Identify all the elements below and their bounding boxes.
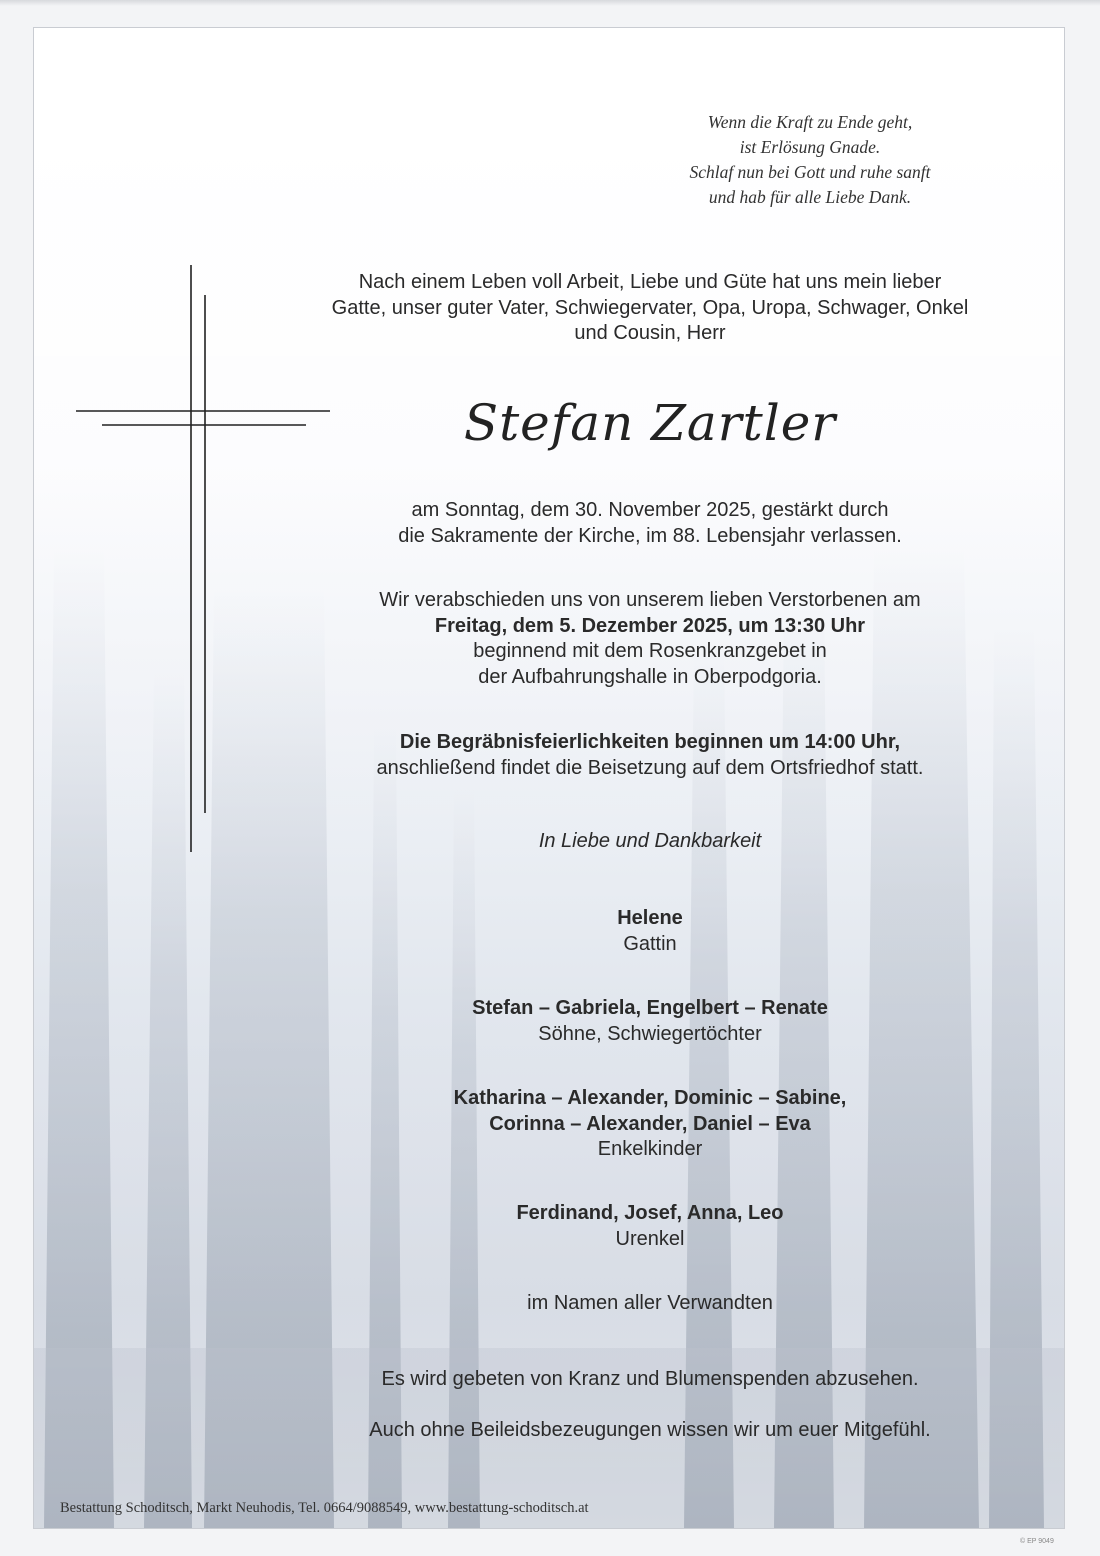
farewell-line: Wir verabschieden uns von unserem lieben Verstorbenen am bbox=[379, 589, 921, 611]
mourner-names: Stefan – Gabriela, Engelbert – Renate bbox=[472, 997, 828, 1019]
mourner-names: Helene bbox=[617, 907, 683, 929]
intro-text bbox=[280, 270, 1020, 347]
memorial-quote bbox=[640, 110, 980, 210]
mourner-relation: Gattin bbox=[623, 932, 677, 955]
quote-line: ist Erlösung Gnade. bbox=[739, 137, 881, 157]
quote-line: Wenn die Kraft zu Ende geht, bbox=[707, 112, 913, 132]
quote-line: Schlaf nun bei Gott und ruhe sanft bbox=[689, 162, 931, 182]
relatives-note: im Namen aller Verwandten bbox=[527, 1292, 773, 1314]
quote-line: und hab für alle Liebe Dank. bbox=[708, 187, 912, 207]
mourner-group bbox=[300, 1201, 1000, 1252]
mourner-relation: Enkelkinder bbox=[597, 1138, 703, 1160]
mourner-group bbox=[300, 1086, 1000, 1163]
mourner-names: Katharina – Alexander, Dominic – Sabine, bbox=[453, 1087, 847, 1109]
mourner-group bbox=[300, 996, 1000, 1047]
mourner-names: Corinna – Alexander, Daniel – Eva bbox=[489, 1112, 811, 1135]
mourner-relation: Söhne, Schwiegertöchter bbox=[538, 1022, 762, 1045]
death-line: die Sakramente der Kirche, im 88. Lebensjahr verlassen. bbox=[398, 524, 902, 547]
closing-phrase: In Liebe und Dankbarkeit bbox=[538, 830, 762, 852]
funeral-details bbox=[300, 730, 1000, 781]
deceased-name: Stefan Zartler bbox=[463, 394, 837, 452]
funeral-home-footer: Bestattung Schoditsch, Markt Neuhodis, Tel. 0664/9088549, www.bestattung-schoditsch.at bbox=[60, 1500, 589, 1516]
print-code: © EP 9049 bbox=[1020, 1538, 1054, 1545]
intro-line: und Cousin, Herr bbox=[574, 322, 726, 344]
intro-line: Nach einem Leben voll Arbeit, Liebe und Güte hat uns mein lieber bbox=[358, 271, 942, 293]
intro-line: Gatte, unser guter Vater, Schwiegervater, Opa, Uropa, Schwager, Onkel bbox=[331, 296, 969, 319]
sympathy-note: Auch ohne Beileidsbezeugungen wissen wir um euer Mitgefühl. bbox=[369, 1419, 931, 1441]
death-notice bbox=[300, 498, 1000, 549]
farewell-line: beginnend mit dem Rosenkranzgebet in bbox=[473, 640, 827, 662]
farewell-details bbox=[300, 588, 1000, 690]
farewell-line: der Aufbahrungshalle in Oberpodgoria. bbox=[478, 665, 822, 688]
top-edge bbox=[0, 0, 1100, 6]
mourner-group bbox=[300, 906, 1000, 957]
funeral-time: Die Begräbnisfeierlichkeiten beginnen um 14:00 Uhr, bbox=[399, 731, 901, 753]
funeral-line: anschließend findet die Beisetzung auf dem Ortsfriedhof statt. bbox=[376, 756, 924, 779]
farewell-date: Freitag, dem 5. Dezember 2025, um 13:30 Uhr bbox=[434, 614, 866, 637]
mourner-names: Ferdinand, Josef, Anna, Leo bbox=[516, 1202, 784, 1224]
death-line: am Sonntag, dem 30. November 2025, gestärkt durch bbox=[411, 499, 889, 521]
flowers-request: Es wird gebeten von Kranz und Blumenspenden abzusehen. bbox=[381, 1368, 919, 1390]
mourner-relation: Urenkel bbox=[615, 1227, 685, 1250]
